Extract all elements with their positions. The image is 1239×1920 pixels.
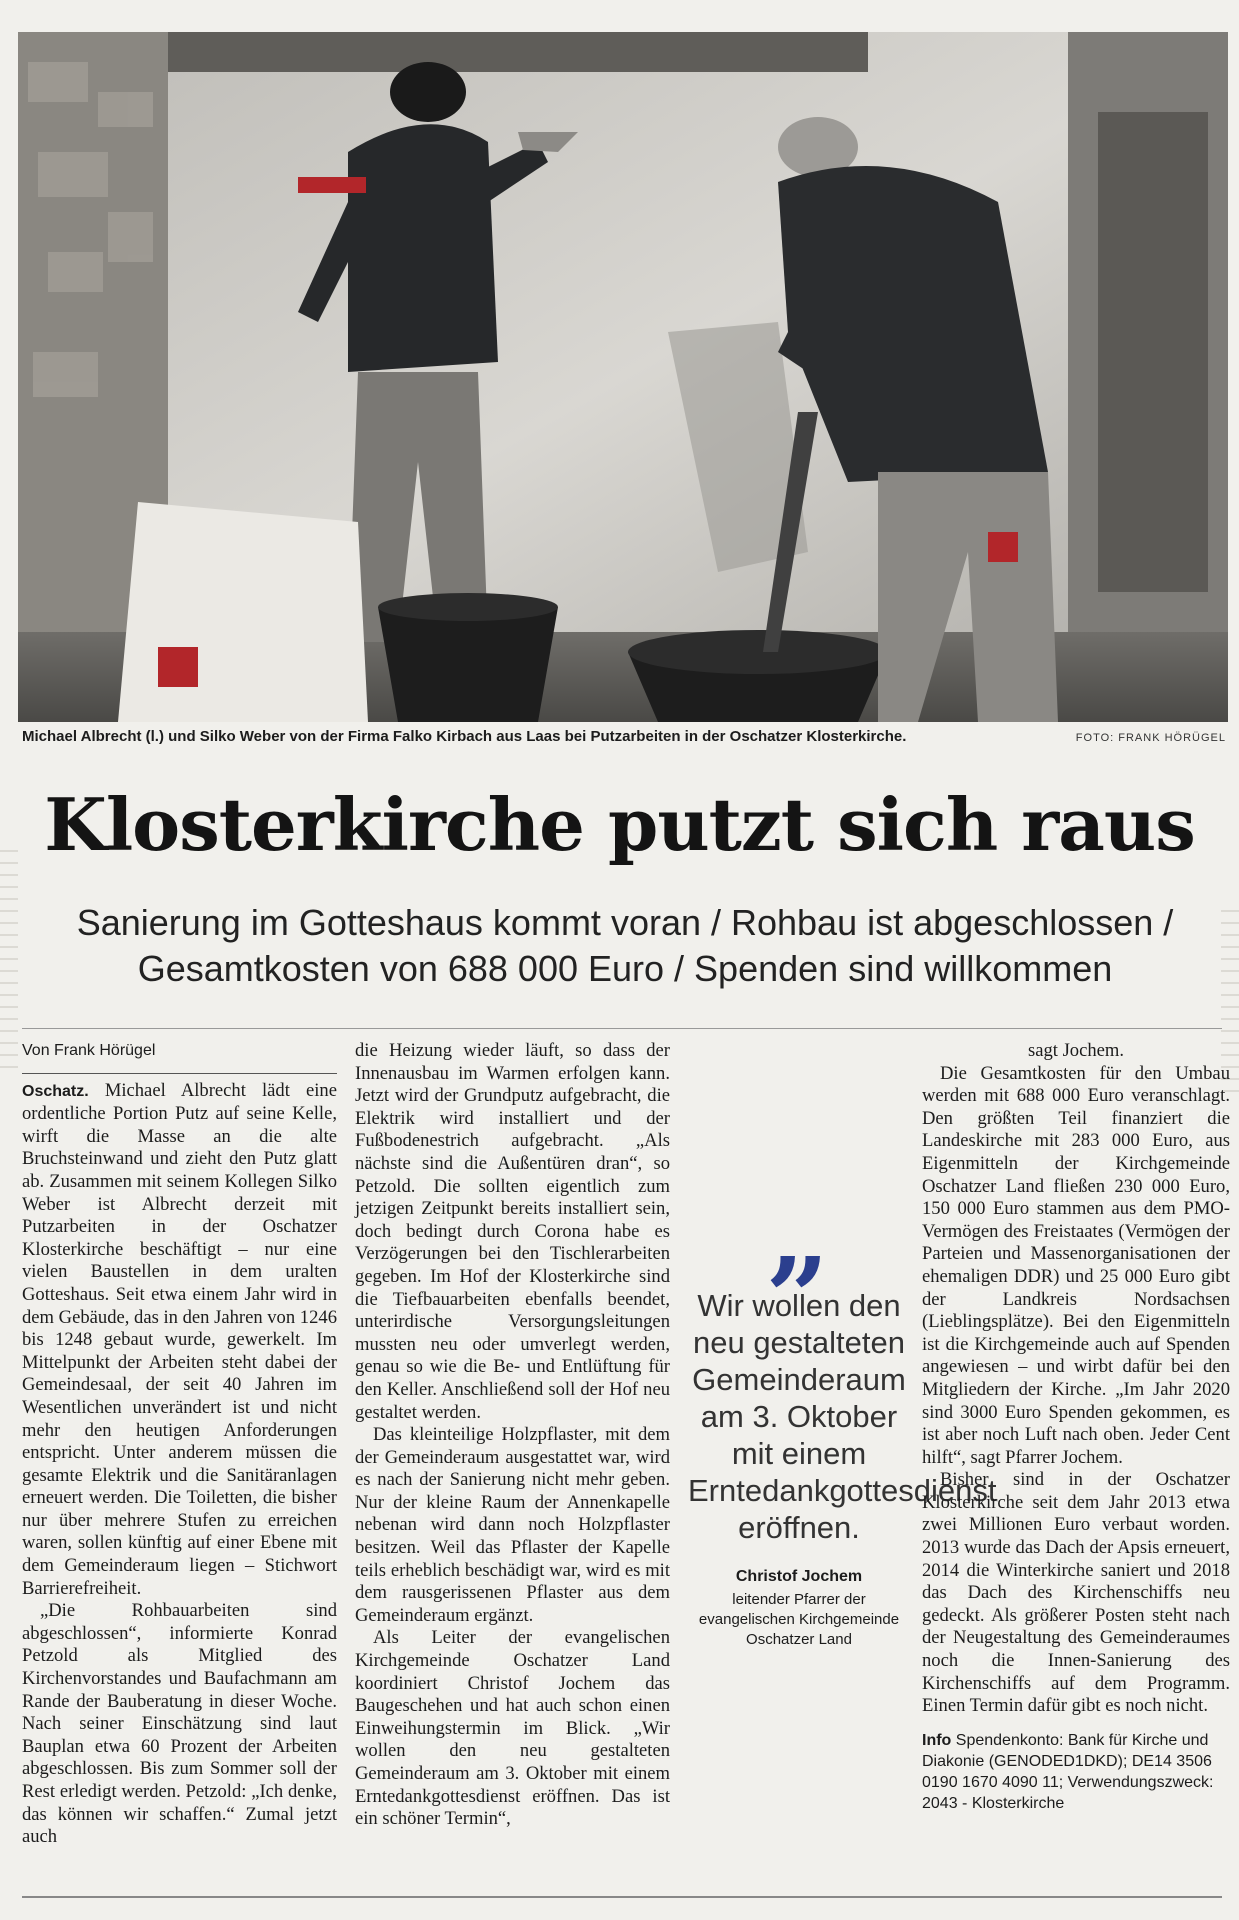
quotation-mark-icon: „ [767, 1170, 831, 1299]
article-paragraph: sagt Jochem. [1027, 1040, 1125, 1061]
pull-quote [688, 1170, 997, 1650]
subheadline-line-2: Gesamtkosten von 688 000 Euro / Spenden sind willkommen [137, 948, 1113, 989]
byline: Von Frank Hörügel [22, 1042, 156, 1059]
article-photo [18, 32, 1228, 722]
photo-construction-workers [18, 32, 1228, 722]
article-paragraph: die Heizung wieder läuft, so dass der Innenausbau im Warmen erfolgen kann. Jetzt wird der Grundputz aufgebracht, die Elektrik wird installiert und der Fußbodenestrich aufgebracht. „Als nächste sind die Außentüren dran“, so Petzold. Die sollten eigentlich zum jetzigen Zeitpunkt bereits installiert sein, doch bedingt durch Corona habe es Verzögerungen bei den Tischlerarbeiten gegeben. Im Hof der Klosterkirche sind die Tiefbauarbeiten ebenfalls beendet, unterirdische Versorgungsleitungen mussten neu oder umverlegt werden, genau so wie die Be- und Entlüftung für den Keller. Anschließend soll der Hof neu gestaltet werden. [355, 1040, 670, 1423]
adjacent-article-edge-left [0, 840, 18, 1070]
dateline: Oschatz. [22, 1082, 89, 1100]
article-paragraph: „Die Rohbauarbeiten sind abgeschlossen“, informierte Konrad Petzold als Mitglied des Kirchenvorstandes und Baufachmann am Rande der Bauberatung in dieser Woche. Nach seiner Einschätzung sind laut Bauplan etwa 60 Prozent der Arbeiten abgeschlossen. Bis zum Sommer soll der Rest erledigt werden. Petzold: „Ich denke, das können wir schaffen.“ Zumal jetzt auch [22, 1600, 337, 1848]
article-paragraph: Als Leiter der evangelischen Kirchgemeinde Oschatzer Land koordiniert Christof Jochem das Baugeschehen und hat auch schon einen Einweihungstermin im Blick. „Wir wollen den neu gestalteten Gemeinderaum am 3. Oktober mit einem Erntedankgottesdienst eröffnen. Das ist ein schöner Termin“, [355, 1627, 670, 1830]
article-column-2 [355, 1040, 670, 1831]
pull-quote-text: Wir wollen den neu gestalteten Gemeinderaum am 3. Oktober mit einem Erntedankgottesdienst eröffnen. [688, 1288, 997, 1545]
pull-quote-author: Christof Jochem [735, 1568, 863, 1585]
caption-text: Michael Albrecht (l.) und Silko Weber von der Firma Falko Kirbach aus Laas bei Putzarbeiten in der Oschatzer Klosterkirche. [22, 728, 907, 745]
subheadline [40, 900, 1210, 992]
paragraph-text: Michael Albrecht lädt eine ordentliche Portion Putz auf seine Kelle, wirft die Masse an die alte Bruchsteinwand und zieht den Putz glatt ab. Zusammen mit seinem Kollegen Silko Weber ist Albrecht derzeit mit Putzarbeiten in der Oschatzer Klosterkirche beschäftigt – nur eine vielen Baustellen in dem uralten Gotteshaus. Seit etwa einem Jahr wird in dem Gebäude, das in den Jahren von 1246 bis 1248 gebaut wurde, gewerkelt. Im Mittelpunkt der Arbeiten steht dabei der Gemeindesaal, der seit 40 Jahren im Wesentlichen unverändert ist und nicht mehr den heutigen Anforderungen entspricht. Unter anderem müssen die gesamte Elektrik und die Sanitäranlagen erneuert werden. Die Toiletten, die bisher nur über mehrere Stufen zu erreichen waren, sollen künftig auf einer Ebene mit dem Gemeinderaum liegen – Stichwort Barrierefreiheit. [22, 1079, 337, 1599]
article-paragraph: Das kleinteilige Holzpflaster, mit dem der Gemeinderaum ausgestattet war, wird es nach der Sanierung nicht mehr geben. Nur der kleine Raum der Annenkapelle nebenan wird dann noch Holzpflaster besitzen. Weil das Pflaster der Kapelle teils erheblich beschädigt war, wird es mit dem rausgerissenen Pflaster aus dem Gemeinderaum ergänzt. [355, 1424, 670, 1626]
byline-divider [22, 1073, 337, 1074]
info-label: Info [922, 1731, 952, 1749]
pull-quote-role: leitender Pfarrer der evangelischen Kirchgemeinde Oschatzer Land [698, 1591, 900, 1648]
headline: Klosterkirche putzt sich raus [44, 782, 1195, 867]
article-column-1 [22, 1040, 337, 1849]
page-bottom-divider [22, 1896, 1222, 1898]
headline-divider [22, 1028, 1222, 1029]
photo-credit: FOTO: FRANK HÖRÜGEL [1075, 732, 1226, 744]
article-paragraph [22, 1080, 337, 1601]
photo-caption [22, 728, 1232, 745]
info-box [922, 1730, 1230, 1814]
article-paragraph: Die Gesamtkosten für den Umbau werden mit 688 000 Euro veranschlagt. Den größten Teil finanziert die Landeskirche mit 283 000 Euro, aus Eigenmitteln der Kirchgemeinde Oschatzer Land fließen 230 000 Euro, 150 000 Euro stammen aus dem PMO-Vermögen des Freistaates (Vermögen der Parteien und Massenorganisationen der ehemaligen DDR) und 25 000 Euro gibt der Landkreis Nordsachsen (Lieblingsplätze). Bei den Eigenmitteln ist die Kirchgemeinde auch auf Spenden angewiesen – und wirbt dafür bei den Mitgliedern der Kirche. „Im Jahr 2020 sind 3000 Euro Spenden gekommen, es ist aber noch Luft nach oben. Jeder Cent hilft“, sagt Pfarrer Jochem. [922, 1062, 1230, 1468]
article-paragraph: Bisher sind in der Oschatzer Klosterkirche seit dem Jahr 2013 etwa zwei Millionen Euro verbaut worden. 2013 wurde das Dach der Apsis erneuert, 2014 die Winterkirche saniert und 2018 das Dach des Kirchenschiffs neu gedeckt. Als größerer Posten steht nach der Neugestaltung des Gemeinderaumes noch die Innen-Sanierung des Kirchenschiffs auf dem Programm. Einen Termin dafür gibt es noch nicht. [922, 1469, 1230, 1717]
article-column-3 [922, 1040, 1230, 1814]
subheadline-line-1: Sanierung im Gotteshaus kommt voran / Rohbau ist abgeschlossen / [76, 902, 1174, 943]
info-text: Spendenkonto: Bank für Kirche und Diakonie (GENODED1DKD); DE14 3506 0190 1670 4090 11; Verwendungszweck: 2043 - Klosterkirche [922, 1731, 1214, 1812]
